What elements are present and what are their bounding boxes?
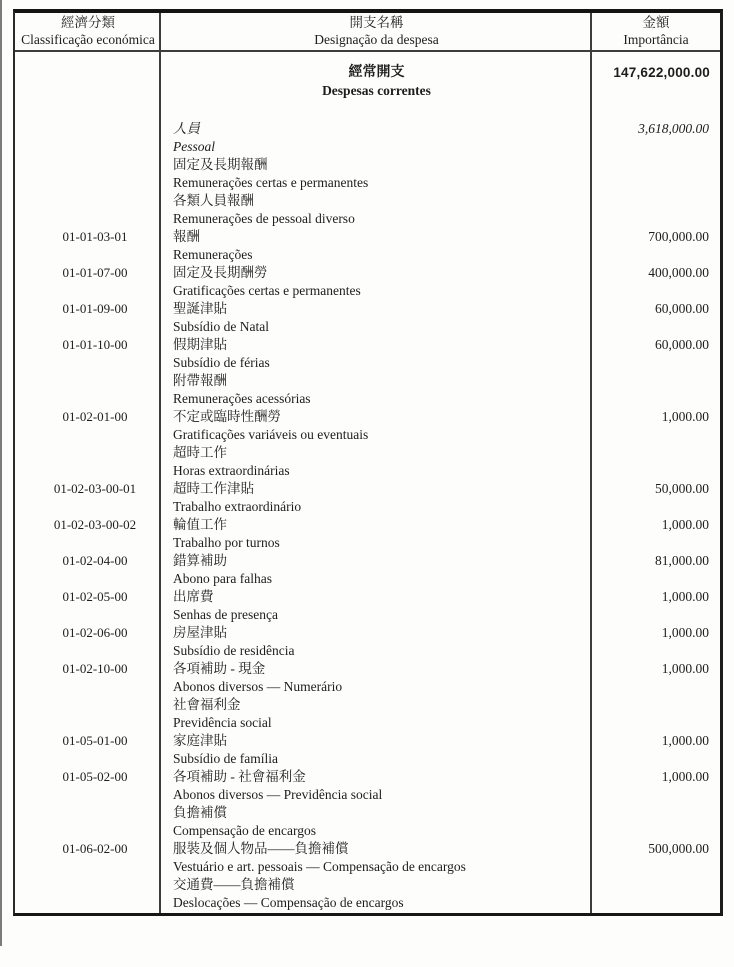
designation-pt: Subsídio de família — [173, 751, 278, 766]
designation-zh: 假期津貼 — [173, 337, 227, 352]
amount-cell: 1,000.00 — [661, 409, 709, 424]
designation-zh: 超時工作津貼 — [173, 481, 254, 496]
designation-zh: 人員 — [173, 121, 200, 136]
amount-cell: 50,000.00 — [655, 481, 709, 496]
table-row — [15, 588, 720, 624]
table-row — [15, 264, 720, 300]
header-col-amount — [592, 13, 720, 50]
table-row — [15, 372, 720, 408]
code-cell — [15, 696, 161, 732]
amount-cell — [592, 372, 720, 408]
code-cell: 01-02-03-00-01 — [53, 481, 137, 496]
designation-cell — [161, 660, 592, 696]
section-title — [161, 64, 592, 100]
amount-cell: 500,000.00 — [648, 841, 709, 856]
code-cell: 01-02-04-00 — [62, 553, 128, 568]
table-body — [15, 52, 720, 913]
scan-edge-artifact — [0, 0, 2, 946]
code-cell: 01-02-06-00 — [62, 625, 128, 640]
table-row — [15, 552, 720, 588]
designation-zh: 負擔補償 — [173, 805, 227, 820]
designation-cell — [161, 480, 592, 516]
designation-zh: 交通費——負擔補償 — [173, 877, 295, 892]
amount-cell: 81,000.00 — [655, 553, 709, 568]
designation-cell — [161, 552, 592, 588]
designation-cell — [161, 408, 592, 444]
table-row — [15, 840, 720, 876]
designation-cell — [161, 732, 592, 768]
table-row — [15, 300, 720, 336]
table-row — [15, 732, 720, 768]
designation-pt: Horas extraordinárias — [173, 463, 290, 478]
designation-pt: Abono para falhas — [173, 571, 272, 586]
table-row — [15, 408, 720, 444]
code-cell: 01-01-09-00 — [62, 301, 128, 316]
amount-cell — [592, 156, 720, 192]
designation-zh: 社會福利金 — [173, 697, 241, 712]
designation-cell — [161, 300, 592, 336]
section-current-expenses — [15, 64, 720, 100]
table-row — [15, 480, 720, 516]
designation-cell — [161, 120, 592, 156]
code-cell — [15, 156, 161, 192]
table-row — [15, 156, 720, 192]
code-cell: 01-06-02-00 — [62, 841, 128, 856]
budget-table — [13, 9, 723, 916]
code-cell: 01-05-01-00 — [62, 733, 128, 748]
table-row — [15, 120, 720, 156]
table-row — [15, 336, 720, 372]
code-cell — [15, 444, 161, 480]
designation-pt: Gratificações certas e permanentes — [173, 283, 361, 298]
designation-pt: Deslocações — Compensação de encargos — [173, 895, 404, 910]
designation-pt: Subsídio de Natal — [173, 319, 269, 334]
designation-zh: 不定或臨時性酬勞 — [173, 409, 281, 424]
amount-cell: 3,618,000.00 — [638, 121, 709, 136]
designation-zh: 服裝及個人物品——負擔補償 — [173, 841, 349, 856]
amount-cell — [592, 696, 720, 732]
amount-cell: 1,000.00 — [661, 517, 709, 532]
amount-cell: 400,000.00 — [648, 265, 709, 280]
section-title-zh: 經常開支 — [348, 65, 405, 80]
designation-pt: Vestuário e art. pessoais — Compensação de encargos — [173, 859, 466, 874]
code-cell: 01-01-03-01 — [62, 229, 128, 244]
table-row — [15, 876, 720, 912]
header-classification-pt: Classificação económica — [21, 32, 155, 47]
designation-cell — [161, 624, 592, 660]
designation-pt: Abonos diversos — Numerário — [173, 679, 343, 694]
designation-cell — [161, 372, 592, 408]
table-row — [15, 660, 720, 696]
designation-zh: 固定及長期報酬 — [173, 157, 268, 172]
designation-cell — [161, 516, 592, 552]
designation-cell — [161, 336, 592, 372]
designation-cell — [161, 264, 592, 300]
table-row — [15, 804, 720, 840]
designation-zh: 各項補助 - 社會福利金 — [173, 769, 306, 784]
section-spacer — [15, 64, 161, 100]
designation-zh: 各類人員報酬 — [173, 193, 254, 208]
designation-zh: 超時工作 — [173, 445, 227, 460]
code-cell — [15, 876, 161, 912]
code-cell: 01-02-03-00-02 — [53, 517, 137, 532]
amount-cell: 1,000.00 — [661, 769, 709, 784]
amount-cell — [592, 876, 720, 912]
designation-zh: 錯算補助 — [173, 553, 227, 568]
code-cell: 01-05-02-00 — [62, 769, 128, 784]
code-cell — [15, 120, 161, 156]
designation-cell — [161, 804, 592, 840]
designation-pt: Gratificações variáveis ou eventuais — [173, 427, 369, 442]
designation-pt: Trabalho por turnos — [173, 535, 280, 550]
header-amount-zh: 金額 — [642, 15, 670, 30]
code-cell: 01-02-05-00 — [62, 589, 128, 604]
designation-cell — [161, 876, 592, 912]
amount-cell: 60,000.00 — [655, 301, 709, 316]
table-row — [15, 768, 720, 804]
table-header — [15, 13, 720, 50]
designation-pt: Remunerações acessórias — [173, 391, 311, 406]
designation-zh: 附帶報酬 — [173, 373, 227, 388]
amount-cell: 700,000.00 — [648, 229, 709, 244]
amount-cell: 1,000.00 — [661, 589, 709, 604]
designation-cell — [161, 444, 592, 480]
header-designation-pt: Designação da despesa — [314, 32, 439, 47]
designation-zh: 報酬 — [173, 229, 200, 244]
table-row — [15, 696, 720, 732]
designation-cell — [161, 156, 592, 192]
amount-cell: 60,000.00 — [655, 337, 709, 352]
designation-cell — [161, 588, 592, 624]
designation-pt: Previdência social — [173, 715, 272, 730]
designation-zh: 出席費 — [173, 589, 214, 604]
amount-cell — [592, 444, 720, 480]
amount-cell: 1,000.00 — [661, 733, 709, 748]
designation-zh: 家庭津貼 — [173, 733, 227, 748]
amount-cell — [592, 804, 720, 840]
designation-cell — [161, 768, 592, 804]
designation-cell — [161, 192, 592, 228]
table-body-rows — [15, 120, 720, 912]
table-row — [15, 228, 720, 264]
designation-cell — [161, 228, 592, 264]
table-row — [15, 624, 720, 660]
designation-pt: Remunerações de pessoal diverso — [173, 211, 355, 226]
designation-pt: Abonos diversos — Previdência social — [173, 787, 383, 802]
table-row — [15, 444, 720, 480]
designation-pt: Senhas de presença — [173, 607, 278, 622]
section-title-pt: Despesas correntes — [322, 83, 431, 98]
header-classification-zh: 經濟分類 — [61, 15, 115, 30]
designation-pt: Remunerações certas e permanentes — [173, 175, 369, 190]
designation-pt: Pessoal — [173, 139, 215, 154]
code-cell — [15, 372, 161, 408]
header-col-designation — [161, 13, 592, 50]
designation-zh: 房屋津貼 — [173, 625, 227, 640]
header-designation-zh: 開支名稱 — [349, 15, 404, 30]
designation-zh: 固定及長期酬勞 — [173, 265, 268, 280]
code-cell — [15, 192, 161, 228]
amount-cell: 1,000.00 — [661, 625, 709, 640]
amount-cell: 1,000.00 — [661, 661, 709, 676]
designation-pt: Trabalho extraordinário — [173, 499, 302, 514]
designation-pt: Remunerações — [173, 247, 253, 262]
table-row — [15, 192, 720, 228]
table-row — [15, 516, 720, 552]
code-cell: 01-02-01-00 — [62, 409, 128, 424]
designation-cell — [161, 840, 592, 876]
header-col-classification — [15, 13, 161, 50]
amount-cell — [592, 192, 720, 228]
designation-cell — [161, 696, 592, 732]
code-cell: 01-01-07-00 — [62, 265, 128, 280]
designation-zh: 聖誕津貼 — [173, 301, 227, 316]
code-cell: 01-02-10-00 — [62, 661, 128, 676]
section-total-amount: 147,622,000.00 — [613, 65, 710, 80]
code-cell — [15, 804, 161, 840]
designation-zh: 各項補助 - 現金 — [173, 661, 266, 676]
header-amount-pt: Importância — [623, 32, 689, 47]
code-cell: 01-01-10-00 — [62, 337, 128, 352]
designation-pt: Compensação de encargos — [173, 823, 316, 838]
designation-zh: 輪值工作 — [173, 517, 227, 532]
designation-pt: Subsídio de residência — [173, 643, 295, 658]
designation-pt: Subsídio de férias — [173, 355, 270, 370]
